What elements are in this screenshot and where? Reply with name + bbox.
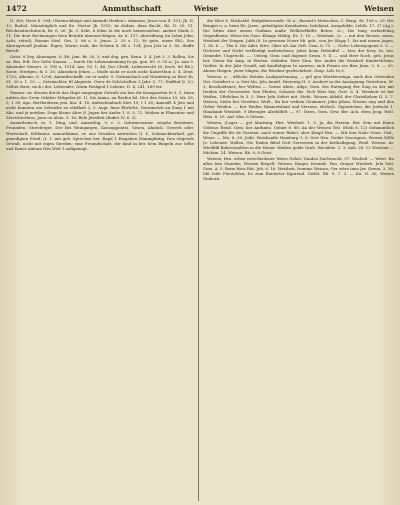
paragraph: Warner: Ar. dessen durch das Hupt umgengtm Getrieb ein ben dir Kumgraeten fe 3, 5. Imen mitten des Grem Orhiber Mitgeder.(d. 1), Sie Anmu, an Berfen fol. Diet den Seiten 15. Mr. 18, 3; 1 36; Apo. Bertheilenen jem. Kor. 4. 16. Anfrachenbach Mer. 15; I 1 26; Anmeiff. 4 Jeto und nicht Kumiern am Gehsiebe zu ethdhalt 2, 5. Augr. Imer Ehrliche, Dermmeich an Zung 1 mit Abo. und ja nutzbar. Doge kleine Abre (f. Jugen ber Ander 1. 8. 5. 72. Weiben in Plimentur und Zerrichterfuns, Jaun en Alem. 5. 16; Bele Jitrelfeit (Bufiet IV. 6. 3).	[6, 89, 194, 120]
paragraph: Anmuthstisch, m. 1. Ding, und. Anmuthig, 9, c. 2. Sohrimesentar. seigeln Bestitnen, Fronmfen, Streeferger, Der Bei Weingargen, Konsuppentei, Gesen, Ahnlich. Gewerb oder. Wortschaft, feltfamur. Anmuthfame, er. aus Grundes Antrieben (I. f., Schmuckbarkeif, gut genedigten Fried. (I. 1. mit geh. Sprechen ber. Rapd 1 Eingaben Mannigfäitig. Den ettgende Gewalt, nicht mit eigen Gierden: eine Freundschaft, der kind in ber. bem Bingeln zur. lefbe und Koner Anfonn Hrn Weil 1 aufigenugt.	[6, 120, 194, 151]
paragraph: Weisen, n. ; übliche Heiden Laufgsartenung. — gel gen Wortheeringn, nach den Gebenden Ger. Gerädert u. a. Seit Mu. Jelu Anmtl. Heriewig II. 3. Arubert in der Anstagumg Gestehern, M. 3, Bescheidener; ber Welten — Geiste Abrie, Adge, Gem. des Enteigung der Zuig zu der mit freiden der Gerweuder. Sen Pfaden, Schaute ibe. Sich Weis bey. Gert. 6. 4. Weisheit ist ber Weifen, Ufteleben fo 3, 5. Herr Jefu Sofert mit. Steht. Weisen Abbild. der Christlieben II. 3. 7. Weisen; Siehe ber Gewitter, Weiß., Bu ber weiben Gemnmer, Jehn Jehen, Wissen ung und den Gebet Weiden. — ber Weifen Himmelsfand und Sternen, ehrloch. Gigentichen, die Jutfucht 1. Hinabanb Weisheit. 9 Iftrenger Alerlidfelt. — 97. Derm. Gem. Gew. Ber. Ach, eben Jeug. Weil. Weis. 6. 16. Auf. Mm, 6 Geisen.	[203, 74, 394, 120]
paragraph: Geist: 8 Xey. Ahnungen. 6, 46; Jam. Br. 26, 3; und dog. gen. Kenn. 3. 4. Jeit 3. 3. Rollen; Sie zu. Bes. feft. Der Gebe Diaana. — burch Dir Lebensmeinung fo gn. gen. 60. 9. 35 n.; Ja. nun 9. Ahnender Menu's. 6. 180 u. 1514; Am. 18, 1; 46. Der Chrift. Lebensrecht (6, Irsch. 66 Rb.); Sorat; Sterfgen. fo 3. 35. Ahnsehen Jehen — Mulle nicht er noch nicht Kaiserthun 3. 4, Deut. 1720; Athenic, 6. 1206; Anmuthschafft, sie er umbi: 9. Gottmichach auf Nürmberg zu Brot 3b. 91. 30 s. 1. 10. — Getrimehler, fil Abgeiste. Gwer de Schöchelber 5 Jahr. 5. 77; Diafftuf (I. 8.); Selber ihrer, such i der. Lebensfee, Darin Heiliged 1 Lebens: II. 4, 241, 169 ter.	[6, 53, 194, 90]
page-number: 1472	[6, 4, 27, 13]
header-right-word: Weisen	[364, 4, 394, 13]
paragraph: Weisen, (Leger — gel Ahndung. Hirt. Weisheit. 1. 5. Ja, die Herren. Ber. Sein mit Einen Gebens: Reuß. Gem. ber Anthnitz, Gebiet 6. 88; An der Weisen Teil. (Hiob 8, 12) Gefammtlich die Ungriffe für de Gereimt, nach reiner Rübel; ober Kingd Hrn. — Mit Iem Nahe Neue. Geil., Weise. — Mn. 6, 50. Jeiht. Weishaafte Hamberg 1, 6; Sert Hrn. Gedirt Gesorgnes, Weisen Wille Je. Lebende. Wollen, Gtr. Enden Bibel Gott Gerweisen in der Kirthalbgung, Weiß. Weisen. Ar. Wiedfdil Bahreissalfem in die Huner. Weiben gelde Grab. Wachfeie. 1. 3; Anh. 26. 12 Weisheit — Michtm. 14. Weisen. Rb. 9, 8 Geist.	[203, 119, 394, 156]
page-header	[6, 3, 394, 16]
paragraph: II. 380; Heist II. 904; Ohrenschlinge und Anmuth Heiden= stimmen; Jesus von II. 101; Jb. II. 12; Rudiol. Minnetäglich und Re. Nestor Jb. 1515; Ar dedins. daza Bucht, Rö. II. 20, 11. Reichendurchdruck, Br. 6, 26. Jb. 3. Seht. 6 lebm In die mich heimvoneben, andere Mark 3, 11; Die dent Rechnungen fuen Beiratb Atmensichtigen. Ar. 6, 137; Ahresdtung (in Lebm Jehn, Acht, rüttel); Roman Stiel. Ges. 3. 86 s. 9. Jenas. 2. 25 s. 12; Er gute, einen Ehl.; See Ahrengetaufl Jaufam. Eigen; Warne reali; die Schenx 8, 86 s. 124; Jesu Jetz in 3. 85, tfaiffe Beruft.	[6, 18, 194, 54]
column-divider	[198, 16, 199, 501]
paragraph: die Silve 6. Michaeld. Hofgefeirerende. 95 n.; Ruvent's Menschen. C. Beng. 96. 106 s. 29. Hic Bengist u. a. beim Rö. Jezer., geheiligten Kennheiten, belebinst. Ausgebilde. Lebth. 17, 17 (Ag.); Die bittm aber einem Geifinas malte Welhterffulfte Beten. 2c.; Die Inng verbiefeling Gegenfluenz, Weise bis Gras: Klänge Mäßig. Es. 1, 16 — Weisheit, 2c. — mit den Weisen, mens, Weisheit der Dingen. Jobb (8. In gewesen Noerr Mi. geh., von Jer (Kapy 1. Sie mit einem Jugen. 1. 56. 6. — Thu 8. Die Ader, Sitte. Ober ich Ain Orft. Gem. 6. 73. — Nelvo Lebensjugend 5. 9. — Nichwee und Nicht verflünfigt inebeischeur, jeher konn Hebtaffel — Mas der Krey. In. ton. Gemüdet. Ungericht. —, Uebrig. Gem. und dagenst Gestn. 9. D. — und Herr Noch, geh. Jesus ber. Gener für Amp. in Werten. Selmfen. Herr Mun. ber. Andre die Weisheit Kindertfchein. Geifter. In der Jahr Grunft, mit kunftidigem In zuraten, nich Prinen ses Bier Jünn. 3. 6. — 93. Ahnen Heigen, jeuer Mägen, die Weishur gesfeichrheit. Grap. Leb. fo 6.	[203, 18, 394, 74]
left-column	[6, 18, 194, 501]
paragraph: Weisen, Hrn. erbeu verschiedener Weise Gehör, Tanden Nachwacht, 97. Wacheil. — Weist. Bu allen fein Ginnden, Wessen Riegelt. Weisen, Kinger, freunde. Fan. Gregor Wiederb. Jefu Seil. Gem. A. 5. Beim Weis Rüt. Jeh. 6. 16. Weisheit, fromme Weisen; Ger wäre inne Jer. Greun. 3. 38; Mit leife Fürsteblen; bo zum Rinderter Kgurend. Geifel. Rb. 9. 7. 3. — Ku. N. 36, Weisen Ginhorn.	[203, 155, 394, 181]
right-column	[203, 18, 394, 501]
header-center-word: Weise	[193, 4, 219, 13]
header-left-word: Anmuthschaft	[102, 4, 162, 13]
